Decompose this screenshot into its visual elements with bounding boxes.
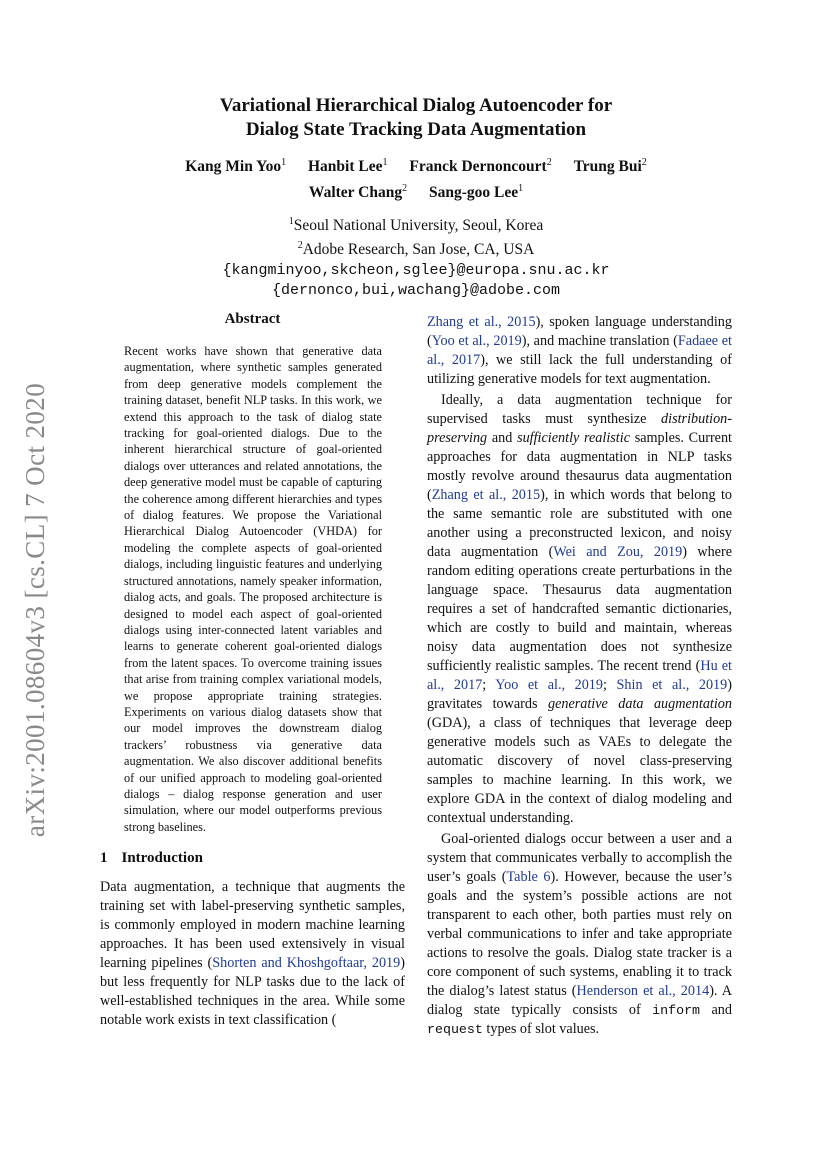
section-number: 1 bbox=[100, 850, 108, 867]
title-block bbox=[100, 94, 732, 301]
email-line-1: {kangminyoo,skcheon,sglee}@europa.snu.ac.kr bbox=[222, 261, 610, 279]
citation-link[interactable]: Yoo et al., 2019 bbox=[431, 333, 522, 349]
citation-link[interactable]: Zhang et al., 2015 bbox=[427, 314, 536, 330]
citation-link[interactable]: Fadaee et al., 2017 bbox=[427, 333, 732, 368]
citation-link[interactable]: Shin et al., 2019 bbox=[616, 677, 728, 693]
citation-link[interactable]: Hu et al., 2017 bbox=[427, 658, 732, 693]
arxiv-identifier: arXiv:2001.08604v3 [cs.CL] 7 Oct 2020 bbox=[20, 382, 50, 838]
table-reference-link[interactable]: Table 6 bbox=[506, 869, 551, 885]
author: Walter Chang$^2$ bbox=[308, 183, 408, 202]
intro-paragraph-1: Data augmentation, a technique that augments the training set with label-preserving synthetic samples, is commonly employed in modern machine learning approaches. It has been used extensively in visual learning pipelines (Shorten and Khoshgoftaar, 2019) but less frequently for NLP tasks due to the lack of well-established techniques in the area. While some notable work exists in text classification ( bbox=[100, 879, 405, 1029]
author: Kang Min Yoo$^1$ bbox=[185, 157, 287, 176]
citation-link[interactable]: Zhang et al., 2015 bbox=[431, 487, 541, 503]
right-column bbox=[427, 313, 732, 1039]
paper-title-line-2: Dialog State Tracking Data Augmentation bbox=[245, 119, 587, 140]
paper-title-line-1: Variational Hierarchical Dialog Autoencoder for bbox=[219, 95, 613, 116]
intro-paragraph-3: Goal-oriented dialogs occur between a user and a system that communicates verbally to accomplish the user’s goals (Table 6). However, because the user’s goals and the system’s possible actions are not transparent to each other, both parties must rely on verbal communications to infer and take appropriate actions to resolve the goals. Dialog state tracker is a core component of such systems, enabling it to track the dialog’s latest status (Henderson et al., 2014). A dialog state typically consists of inform and request types of slot values. bbox=[427, 831, 732, 1037]
author: Trung Bui$^2$ bbox=[573, 157, 647, 176]
abstract-text: Recent works have shown that generative data augmentation, where synthetic samples generated from deep generative models complement the training dataset, benefit NLP tasks. In this work, we extend this approach to the task of dialog state tracking for goal-oriented dialogs. Due to the inherent hierarchical structure of goal-oriented dialogs over utterances and related annotations, the deep generative model must be capable of capturing the coherence among different hierarchies and types of dialog features. We propose the Variational Hierarchical Dialog Autoencoder (VHDA) for modeling the complete aspects of goal-oriented dialogs, including linguistic features and underlying structured annotations, namely speaker information, dialog acts, and goals. The proposed architecture is designed to model each aspect of goal-oriented dialogs using inter-connected latent variables and learns to generate coherent goal-oriented dialogs from the latent spaces. To overcome training issues that arise from training complex variational models, we propose appropriate training strategies. Experiments on various dialog datasets show that our model improves the downstream dialog trackers’ robustness via generative data augmentation. We also discover additional benefits of our unified approach to modeling goal-oriented dialogs – dialog response generation and user simulation, where our model outperforms previous strong baselines. bbox=[124, 344, 382, 834]
intro-paragraph-1-continued: Zhang et al., 2015), spoken language understanding (Yoo et al., 2019), and machine translation (Fadaee et al., 2017), we still lack the full understanding of utilizing generative models for text augmentation. bbox=[427, 314, 732, 387]
affiliation-2: $^2$Adobe Research, San Jose, CA, USA bbox=[297, 240, 535, 259]
author-row-2 bbox=[100, 178, 732, 204]
author: Franck Dernoncourt$^2$ bbox=[409, 157, 552, 176]
author-row-1 bbox=[100, 152, 732, 178]
left-column bbox=[100, 310, 405, 1030]
intro-paragraph-2: Ideally, a data augmentation technique for supervised tasks must synthesize distribution-preserving and sufficiently realistic samples. Current approaches for data augmentation in NLP tasks mostly revolve around thesaurus data augmentation (Zhang et al., 2015), in which words that belong to the same semantic role are substituted with one another using a preconstructed lexicon, and noisy data augmentation (Wei and Zou, 2019) where random editing operations create perturbations in the language space. Thesaurus data augmentation requires a set of handcrafted semantic dictionaries, which are costly to build and maintain, whereas noisy data augmentation does not synthesize sufficiently realistic samples. The recent trend (Hu et al., 2017; Yoo et al., 2019; Shin et al., 2019) gravitates towards generative data augmentation (GDA), a class of techniques that leverage deep generative models such as VAEs to delegate the automatic discovery of novel class-preserving samples to machine learning. In this work, we explore GDA in the context of dialog modeling and contextual understanding. bbox=[427, 392, 732, 826]
email-line-2: {dernonco,bui,wachang}@adobe.com bbox=[271, 281, 561, 299]
affiliations bbox=[100, 212, 732, 300]
author-list bbox=[100, 152, 732, 204]
citation-link[interactable]: Shorten and Khoshgoftaar, 2019 bbox=[212, 955, 401, 972]
citation-link[interactable]: Yoo et al., 2019 bbox=[495, 677, 603, 693]
section-heading-introduction bbox=[100, 849, 405, 868]
author: Sang-goo Lee$^1$ bbox=[428, 183, 524, 202]
abstract-heading: Abstract bbox=[224, 311, 281, 327]
citation-link[interactable]: Wei and Zou, 2019 bbox=[553, 544, 683, 560]
author: Hanbit Lee$^1$ bbox=[307, 157, 388, 176]
affiliation-1: $^1$Seoul National University, Seoul, Korea bbox=[288, 216, 544, 235]
citation-link[interactable]: Henderson et al., 2014 bbox=[576, 983, 710, 999]
section-title: Introduction bbox=[121, 850, 203, 867]
